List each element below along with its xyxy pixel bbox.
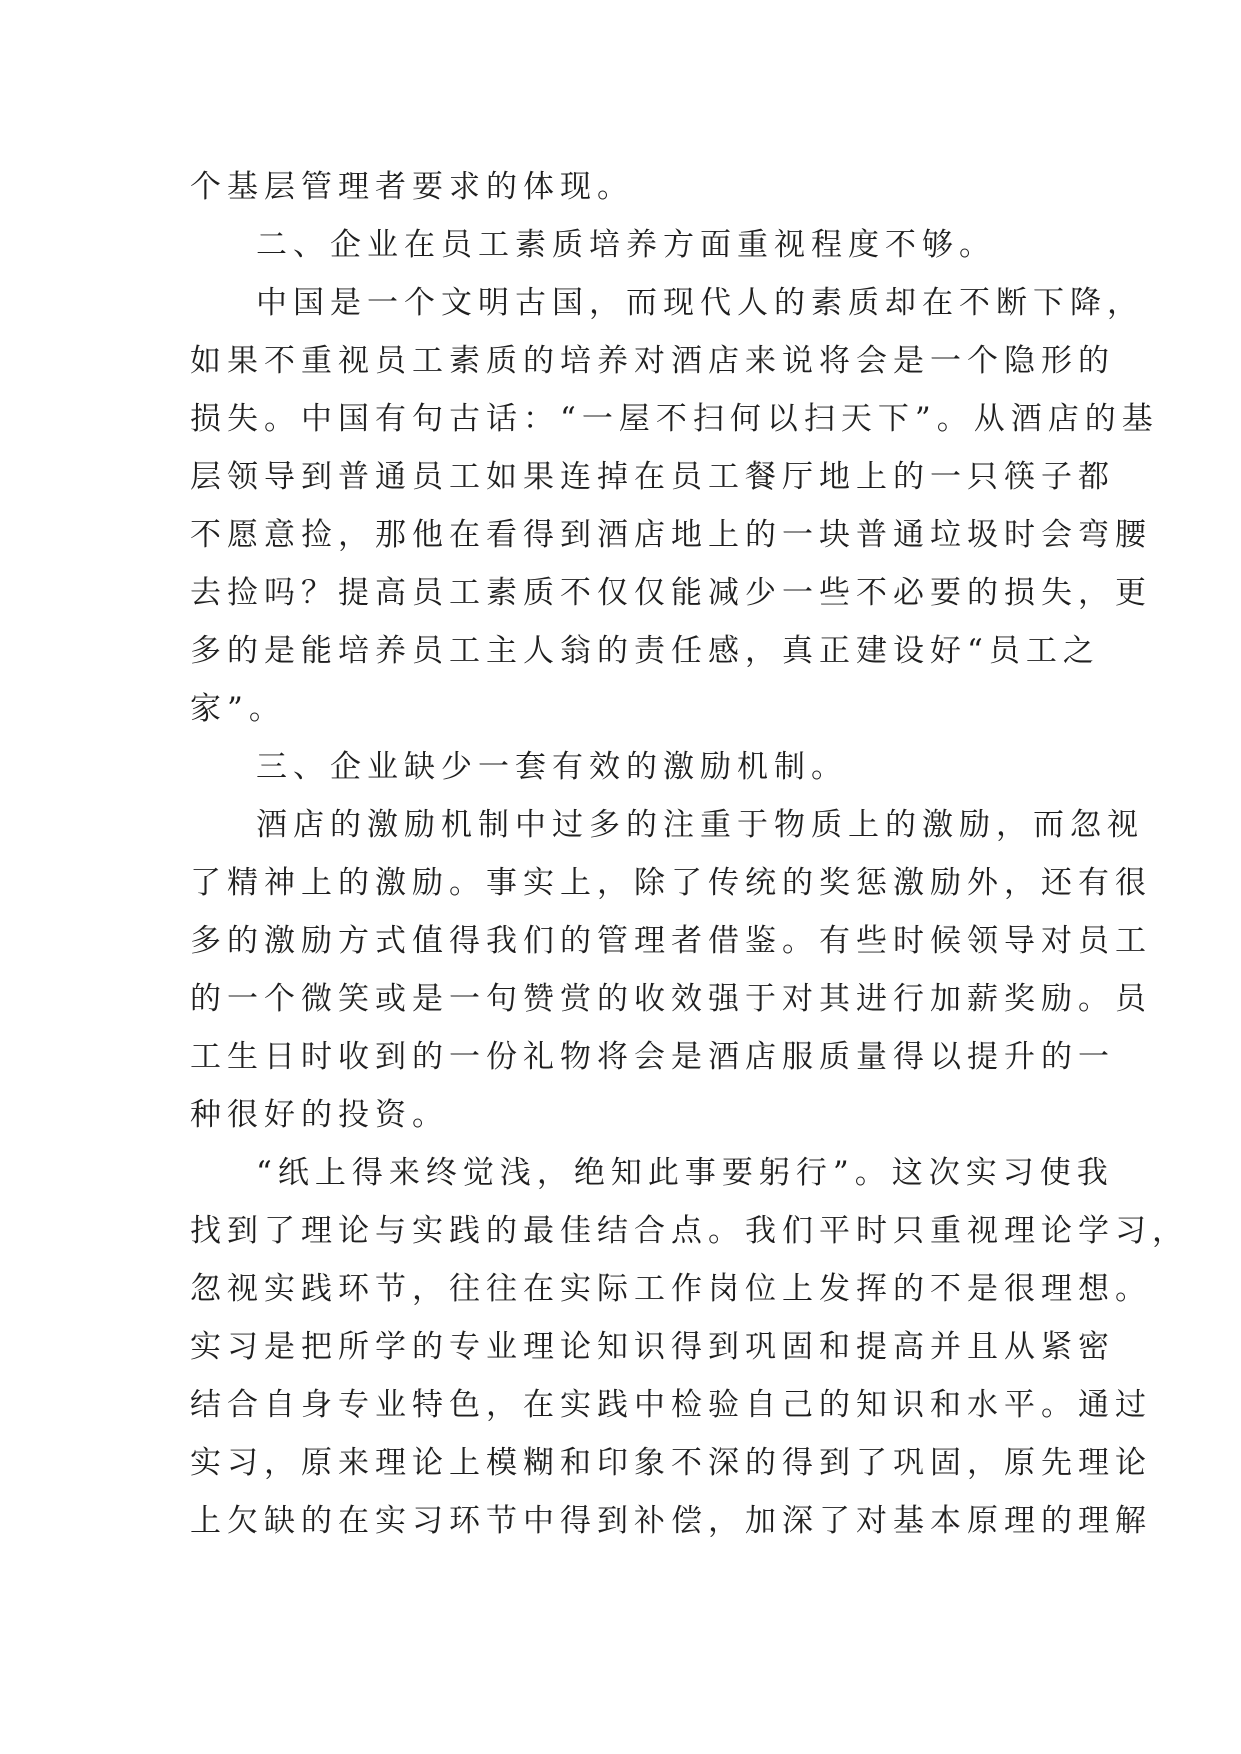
text-line: 酒店的激励机制中过多的注重于物质上的激励，而忽视 [256, 807, 1144, 843]
text-line: 种很好的投资。 [190, 1097, 449, 1133]
text-line: 工生日时收到的一份礼物将会是酒店服质量得以提升的一 [190, 1039, 1115, 1075]
text-line: 上欠缺的在实习环节中得到补偿，加深了对基本原理的理解 [190, 1503, 1152, 1539]
section-heading-2: 二、企业在员工素质培养方面重视程度不够。 [256, 227, 996, 263]
text-line: 层领导到普通员工如果连掉在员工餐厅地上的一只筷子都 [190, 459, 1115, 495]
text-line: 如果不重视员工素质的培养对酒店来说将会是一个隐形的 [190, 343, 1115, 379]
text-line: 忽视实践环节，往往在实际工作岗位上发挥的不是很理想。 [190, 1271, 1152, 1307]
text-line: 实习，原来理论上模糊和印象不深的得到了巩固，原先理论 [190, 1445, 1152, 1481]
text-line: 结合自身专业特色，在实践中检验自己的知识和水平。通过 [190, 1387, 1152, 1423]
text-line: 中国是一个文明古国，而现代人的素质却在不断下降， [256, 285, 1144, 321]
text-line: 个基层管理者要求的体现。 [190, 169, 634, 205]
text-line: 了精神上的激励。事实上，除了传统的奖惩激励外，还有很 [190, 865, 1152, 901]
text-line: 损失。中国有句古话：“一屋不扫何以扫天下”。从酒店的基 [190, 401, 1159, 437]
text-line: 实习是把所学的专业理论知识得到巩固和提高并且从紧密 [190, 1329, 1115, 1365]
text-line: 的一个微笑或是一句赞赏的收效强于对其进行加薪奖励。员 [190, 981, 1152, 1017]
text-line: 家”。 [190, 691, 286, 727]
body-text [190, 158, 1189, 1550]
text-line: 去捡吗？提高员工素质不仅仅能减少一些不必要的损失，更 [190, 575, 1152, 611]
text-line: 找到了理论与实践的最佳结合点。我们平时只重视理论学习， [190, 1213, 1189, 1249]
section-heading-3: 三、企业缺少一套有效的激励机制。 [256, 749, 848, 785]
text-line: 多的是能培养员工主人翁的责任感，真正建设好“员工之 [190, 633, 1100, 669]
text-line: 多的激励方式值得我们的管理者借鉴。有些时候领导对员工 [190, 923, 1152, 959]
text-line: “纸上得来终觉浅，绝知此事要躬行”。这次实习使我 [256, 1155, 1114, 1191]
text-line: 不愿意捡，那他在看得到酒店地上的一块普通垃圾时会弯腰 [190, 517, 1152, 553]
